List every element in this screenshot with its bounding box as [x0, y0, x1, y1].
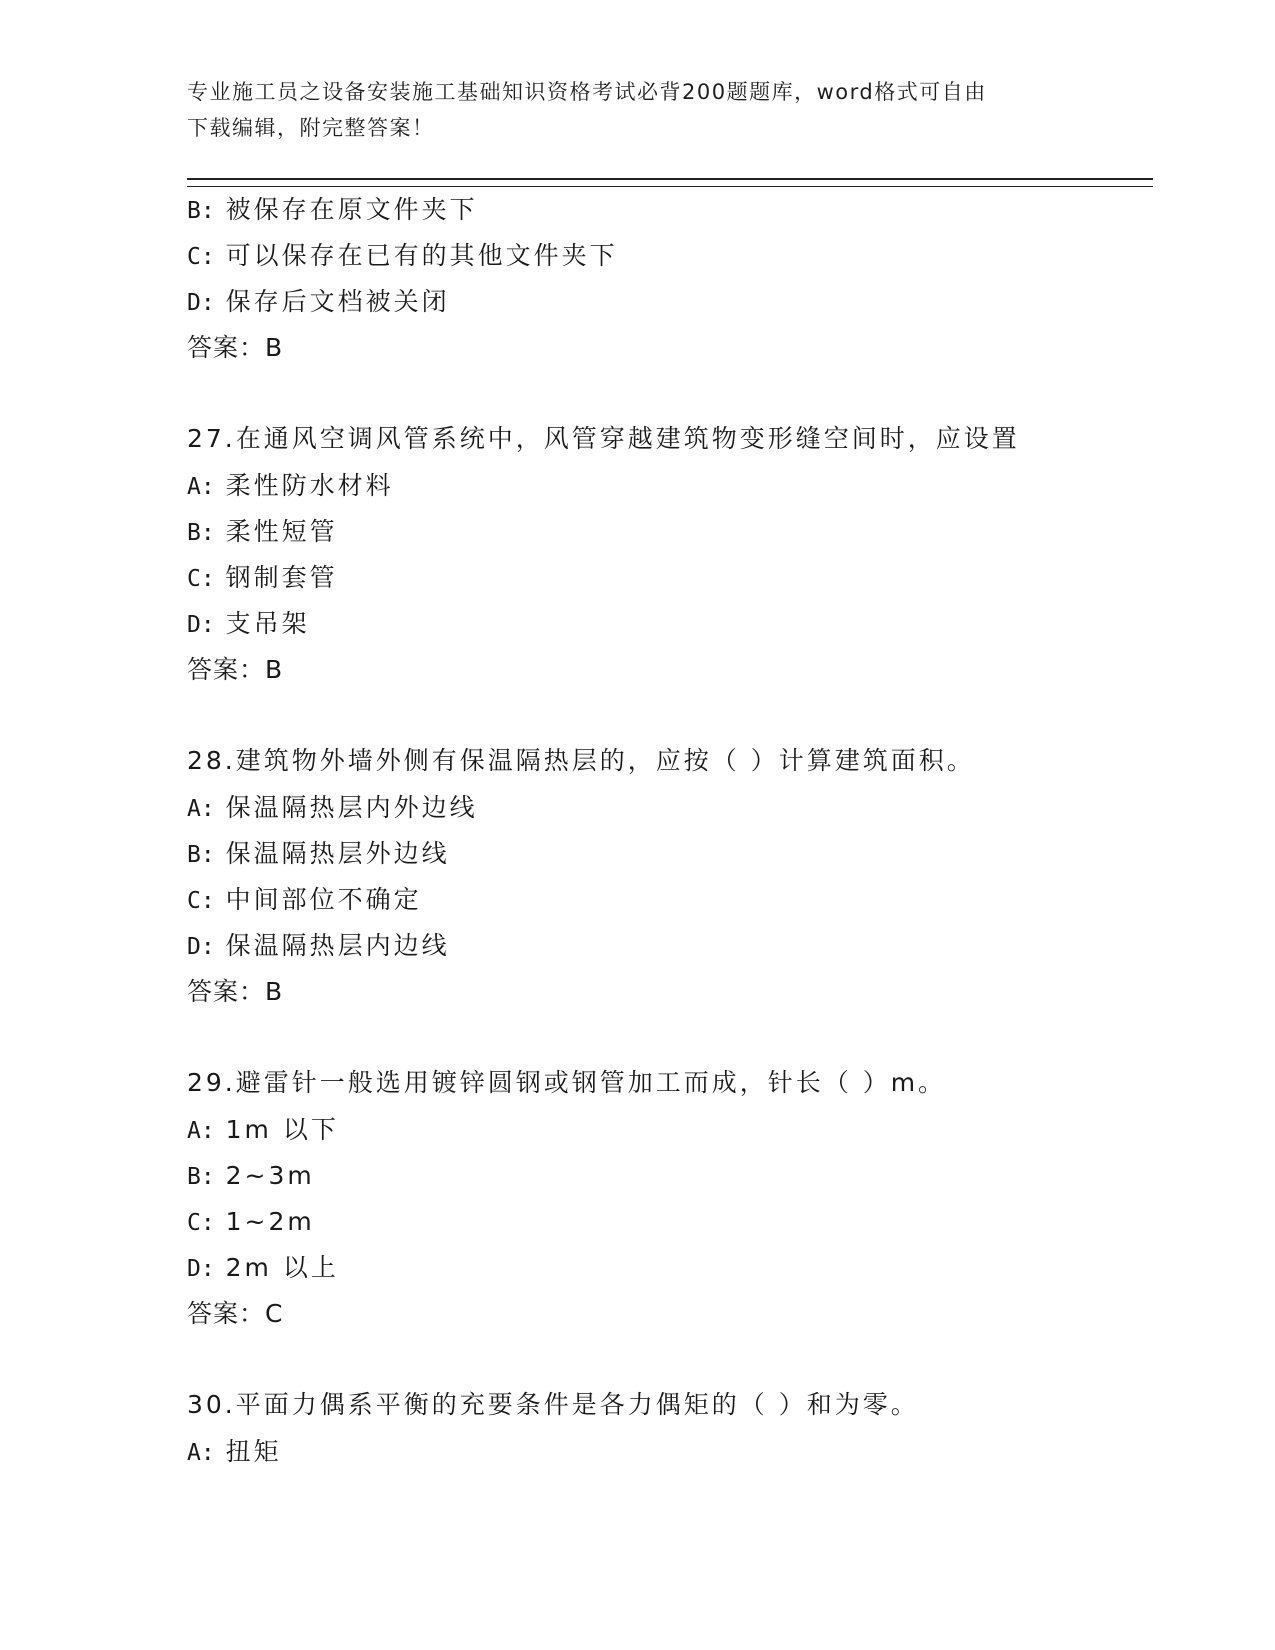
- option-text: 扭矩: [225, 1437, 282, 1466]
- option-letter: C:: [187, 244, 215, 270]
- option-letter: C:: [187, 1210, 215, 1236]
- option-text: 柔性防水材料: [225, 471, 394, 500]
- header-divider: [187, 178, 1153, 187]
- option-letter: B:: [187, 520, 215, 546]
- option-text: 保温隔热层外边线: [225, 839, 450, 868]
- option-b: [187, 1153, 1147, 1199]
- document-header: [187, 74, 1087, 146]
- option-text: 中间部位不确定: [225, 885, 422, 914]
- option-text: 被保存在原文件夹下: [225, 195, 478, 224]
- option-b: [187, 509, 1147, 555]
- option-c: [187, 233, 1147, 279]
- option-text: 2m 以上: [225, 1253, 339, 1282]
- option-letter: C:: [187, 566, 215, 592]
- option-letter: D:: [187, 290, 215, 316]
- question-title: 30.平面力偶系平衡的充要条件是各力偶矩的（ ）和为零。: [187, 1390, 919, 1419]
- document-body: [187, 187, 1147, 1475]
- question-27: [187, 415, 1147, 693]
- option-a: [187, 1107, 1147, 1153]
- question-title: 29.避雷针一般选用镀锌圆钢或钢管加工而成，针长（ ）m。: [187, 1068, 947, 1097]
- option-d: [187, 923, 1147, 969]
- option-c: [187, 555, 1147, 601]
- answer-line: 答案：C: [187, 1299, 284, 1328]
- option-letter: B:: [187, 842, 215, 868]
- question-title: 27.在通风空调风管系统中，风管穿越建筑物变形缝空间时，应设置: [187, 424, 1020, 453]
- option-letter: D:: [187, 612, 215, 638]
- option-d: [187, 1245, 1147, 1291]
- option-text: 柔性短管: [225, 517, 338, 546]
- option-letter: A:: [187, 796, 215, 822]
- option-text: 保存后文档被关闭: [225, 287, 450, 316]
- option-c: [187, 877, 1147, 923]
- option-text: 2~3m: [225, 1161, 315, 1190]
- question-26-continuation: [187, 187, 1147, 371]
- option-letter: A:: [187, 1118, 215, 1144]
- answer-line: 答案：B: [187, 977, 284, 1006]
- option-letter: A:: [187, 474, 215, 500]
- question-29: [187, 1059, 1147, 1337]
- question-28: [187, 737, 1147, 1015]
- answer-line: 答案：B: [187, 655, 284, 684]
- option-letter: C:: [187, 888, 215, 914]
- option-a: [187, 463, 1147, 509]
- header-line-1: 专业施工员之设备安装施工基础知识资格考试必背200题题库，word格式可自由: [187, 80, 987, 104]
- option-text: 1~2m: [225, 1207, 315, 1236]
- option-d: [187, 279, 1147, 325]
- option-text: 支吊架: [225, 609, 310, 638]
- question-30: [187, 1381, 1147, 1475]
- header-line-2: 下载编辑，附完整答案！: [187, 116, 435, 140]
- answer-line: 答案：B: [187, 333, 284, 362]
- option-letter: B:: [187, 198, 215, 224]
- option-text: 可以保存在已有的其他文件夹下: [225, 241, 618, 270]
- option-letter: A:: [187, 1440, 215, 1466]
- option-text: 保温隔热层内外边线: [225, 793, 478, 822]
- option-d: [187, 601, 1147, 647]
- option-letter: B:: [187, 1164, 215, 1190]
- option-text: 钢制套管: [225, 563, 338, 592]
- option-b: [187, 831, 1147, 877]
- option-b: [187, 187, 1147, 233]
- option-a: [187, 785, 1147, 831]
- option-letter: D:: [187, 934, 215, 960]
- option-letter: D:: [187, 1256, 215, 1282]
- option-c: [187, 1199, 1147, 1245]
- option-text: 保温隔热层内边线: [225, 931, 450, 960]
- option-text: 1m 以下: [225, 1115, 339, 1144]
- question-title: 28.建筑物外墙外侧有保温隔热层的，应按（ ）计算建筑面积。: [187, 746, 975, 775]
- option-a: [187, 1429, 1147, 1475]
